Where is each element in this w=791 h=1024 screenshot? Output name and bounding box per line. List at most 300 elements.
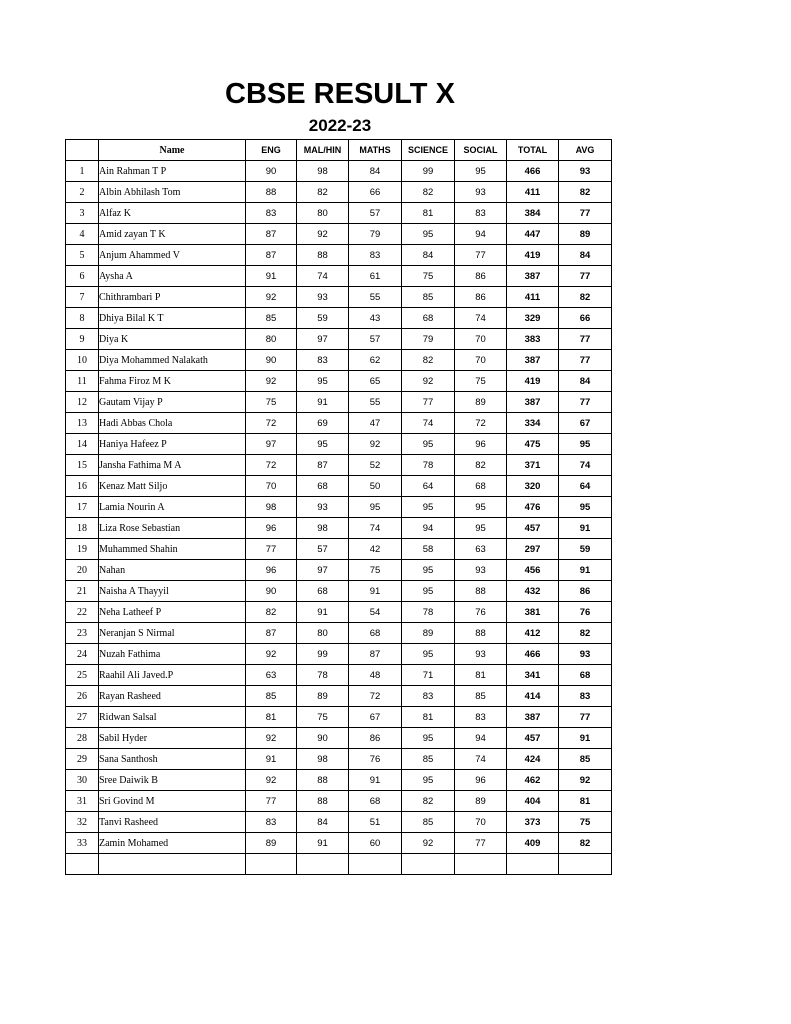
eng-cell: 92: [246, 770, 297, 791]
maths-cell: 83: [349, 245, 402, 266]
science-cell: 92: [402, 833, 455, 854]
eng-cell: 82: [246, 602, 297, 623]
table-row: [66, 350, 612, 371]
mal-hin-cell: 69: [297, 413, 349, 434]
social-cell: 70: [455, 350, 507, 371]
table-row: [66, 371, 612, 392]
total-cell: 432: [507, 581, 559, 602]
avg-cell: 77: [559, 266, 612, 287]
table-row: [66, 245, 612, 266]
mal-hin-cell: 87: [297, 455, 349, 476]
science-cell: 58: [402, 539, 455, 560]
total-cell: 329: [507, 308, 559, 329]
avg-cell: 93: [559, 644, 612, 665]
eng-cell: 92: [246, 287, 297, 308]
social-cell: 88: [455, 581, 507, 602]
science-cell: 75: [402, 266, 455, 287]
header-avg: AVG: [559, 140, 612, 161]
avg-cell: 86: [559, 581, 612, 602]
table-row: [66, 623, 612, 644]
science-cell: 74: [402, 413, 455, 434]
header-science: SCIENCE: [402, 140, 455, 161]
header-mal-hin: MAL/HIN: [297, 140, 349, 161]
science-cell: 68: [402, 308, 455, 329]
student-name-cell: Jansha Fathima M A: [99, 455, 246, 476]
student-name-cell: Albin Abhilash Tom: [99, 182, 246, 203]
eng-cell: 96: [246, 518, 297, 539]
avg-cell: 68: [559, 665, 612, 686]
serial-cell: 7: [66, 287, 99, 308]
social-cell: 96: [455, 434, 507, 455]
total-cell: 466: [507, 644, 559, 665]
avg-cell: 75: [559, 812, 612, 833]
science-cell: 95: [402, 581, 455, 602]
serial-cell: 33: [66, 833, 99, 854]
total-cell: 371: [507, 455, 559, 476]
results-body: [66, 161, 612, 875]
avg-cell: 85: [559, 749, 612, 770]
total-cell: 404: [507, 791, 559, 812]
total-cell: 387: [507, 350, 559, 371]
mal-hin-cell: 80: [297, 203, 349, 224]
maths-cell: 55: [349, 392, 402, 413]
social-cell: 86: [455, 266, 507, 287]
student-name-cell: Aysha A: [99, 266, 246, 287]
avg-cell: 66: [559, 308, 612, 329]
table-row: [66, 812, 612, 833]
science-cell: 78: [402, 455, 455, 476]
avg-cell: 81: [559, 791, 612, 812]
mal-hin-cell: 59: [297, 308, 349, 329]
maths-cell: 68: [349, 791, 402, 812]
student-name-cell: Rayan Rasheed: [99, 686, 246, 707]
total-cell: 462: [507, 770, 559, 791]
social-cell: 94: [455, 224, 507, 245]
total-cell: 373: [507, 812, 559, 833]
total-cell: 419: [507, 371, 559, 392]
serial-cell: 11: [66, 371, 99, 392]
avg-cell: 77: [559, 392, 612, 413]
maths-cell: 65: [349, 371, 402, 392]
science-cell: 94: [402, 518, 455, 539]
social-cell: 72: [455, 413, 507, 434]
mal-hin-cell: 91: [297, 602, 349, 623]
social-cell: 70: [455, 329, 507, 350]
mal-hin-cell: 80: [297, 623, 349, 644]
science-cell: 89: [402, 623, 455, 644]
maths-cell: 68: [349, 623, 402, 644]
empty-cell: [297, 854, 349, 875]
empty-cell: [66, 854, 99, 875]
header-eng: ENG: [246, 140, 297, 161]
serial-cell: 29: [66, 749, 99, 770]
maths-cell: 79: [349, 224, 402, 245]
social-cell: 74: [455, 749, 507, 770]
serial-cell: 28: [66, 728, 99, 749]
maths-cell: 55: [349, 287, 402, 308]
maths-cell: 48: [349, 665, 402, 686]
serial-cell: 6: [66, 266, 99, 287]
mal-hin-cell: 90: [297, 728, 349, 749]
social-cell: 88: [455, 623, 507, 644]
student-name-cell: Ridwan Salsal: [99, 707, 246, 728]
mal-hin-cell: 68: [297, 476, 349, 497]
total-cell: 457: [507, 728, 559, 749]
avg-cell: 83: [559, 686, 612, 707]
document-title: CBSE RESULT X: [225, 78, 455, 110]
eng-cell: 91: [246, 266, 297, 287]
avg-cell: 82: [559, 182, 612, 203]
student-name-cell: Anjum Ahammed V: [99, 245, 246, 266]
total-cell: 456: [507, 560, 559, 581]
table-row: [66, 791, 612, 812]
avg-cell: 76: [559, 602, 612, 623]
header-maths: MATHS: [349, 140, 402, 161]
avg-cell: 91: [559, 728, 612, 749]
student-name-cell: Neha Latheef P: [99, 602, 246, 623]
mal-hin-cell: 78: [297, 665, 349, 686]
eng-cell: 77: [246, 791, 297, 812]
social-cell: 81: [455, 665, 507, 686]
eng-cell: 81: [246, 707, 297, 728]
science-cell: 81: [402, 707, 455, 728]
student-name-cell: Dhiya Bilal K T: [99, 308, 246, 329]
social-cell: 76: [455, 602, 507, 623]
eng-cell: 72: [246, 455, 297, 476]
avg-cell: 82: [559, 623, 612, 644]
avg-cell: 77: [559, 707, 612, 728]
serial-cell: 2: [66, 182, 99, 203]
avg-cell: 59: [559, 539, 612, 560]
mal-hin-cell: 98: [297, 749, 349, 770]
table-row: [66, 329, 612, 350]
header-total: TOTAL: [507, 140, 559, 161]
mal-hin-cell: 95: [297, 434, 349, 455]
eng-cell: 90: [246, 350, 297, 371]
student-name-cell: Lamia Nourin A: [99, 497, 246, 518]
empty-cell: [559, 854, 612, 875]
total-cell: 387: [507, 392, 559, 413]
student-name-cell: Amid zayan T K: [99, 224, 246, 245]
social-cell: 93: [455, 560, 507, 581]
avg-cell: 77: [559, 329, 612, 350]
social-cell: 93: [455, 182, 507, 203]
social-cell: 86: [455, 287, 507, 308]
academic-year: 2022-23: [308, 116, 372, 135]
science-cell: 82: [402, 791, 455, 812]
avg-cell: 95: [559, 497, 612, 518]
maths-cell: 84: [349, 161, 402, 182]
maths-cell: 62: [349, 350, 402, 371]
science-cell: 79: [402, 329, 455, 350]
mal-hin-cell: 88: [297, 770, 349, 791]
eng-cell: 96: [246, 560, 297, 581]
eng-cell: 92: [246, 371, 297, 392]
total-cell: 411: [507, 287, 559, 308]
table-row: [66, 455, 612, 476]
science-cell: 85: [402, 749, 455, 770]
table-row: [66, 161, 612, 182]
serial-cell: 24: [66, 644, 99, 665]
serial-cell: 30: [66, 770, 99, 791]
maths-cell: 95: [349, 497, 402, 518]
social-cell: 70: [455, 812, 507, 833]
science-cell: 78: [402, 602, 455, 623]
total-cell: 457: [507, 518, 559, 539]
maths-cell: 91: [349, 770, 402, 791]
maths-cell: 87: [349, 644, 402, 665]
eng-cell: 89: [246, 833, 297, 854]
science-cell: 82: [402, 182, 455, 203]
serial-cell: 9: [66, 329, 99, 350]
science-cell: 84: [402, 245, 455, 266]
empty-cell: [349, 854, 402, 875]
student-name-cell: Liza Rose Sebastian: [99, 518, 246, 539]
avg-cell: 77: [559, 350, 612, 371]
science-cell: 95: [402, 434, 455, 455]
table-row: [66, 224, 612, 245]
student-name-cell: Raahil Ali Javed.P: [99, 665, 246, 686]
serial-cell: 27: [66, 707, 99, 728]
avg-cell: 82: [559, 833, 612, 854]
avg-cell: 67: [559, 413, 612, 434]
social-cell: 96: [455, 770, 507, 791]
table-row: [66, 686, 612, 707]
mal-hin-cell: 88: [297, 791, 349, 812]
science-cell: 95: [402, 770, 455, 791]
serial-cell: 19: [66, 539, 99, 560]
header-social: SOCIAL: [455, 140, 507, 161]
avg-cell: 92: [559, 770, 612, 791]
table-row: [66, 182, 612, 203]
table-row: [66, 581, 612, 602]
maths-cell: 54: [349, 602, 402, 623]
serial-cell: 16: [66, 476, 99, 497]
eng-cell: 87: [246, 224, 297, 245]
serial-cell: 18: [66, 518, 99, 539]
maths-cell: 57: [349, 203, 402, 224]
student-name-cell: Sri Govind M: [99, 791, 246, 812]
student-name-cell: Tanvi Rasheed: [99, 812, 246, 833]
avg-cell: 84: [559, 245, 612, 266]
avg-cell: 77: [559, 203, 612, 224]
science-cell: 81: [402, 203, 455, 224]
total-cell: 341: [507, 665, 559, 686]
table-row: [66, 539, 612, 560]
student-name-cell: Neranjan S Nirmal: [99, 623, 246, 644]
student-name-cell: Hadi Abbas Chola: [99, 413, 246, 434]
mal-hin-cell: 93: [297, 497, 349, 518]
maths-cell: 61: [349, 266, 402, 287]
table-row: [66, 308, 612, 329]
serial-cell: 20: [66, 560, 99, 581]
student-name-cell: Sana Santhosh: [99, 749, 246, 770]
student-name-cell: Sabil Hyder: [99, 728, 246, 749]
maths-cell: 75: [349, 560, 402, 581]
total-cell: 383: [507, 329, 559, 350]
table-row: [66, 413, 612, 434]
eng-cell: 72: [246, 413, 297, 434]
mal-hin-cell: 98: [297, 161, 349, 182]
eng-cell: 77: [246, 539, 297, 560]
serial-cell: 4: [66, 224, 99, 245]
total-cell: 384: [507, 203, 559, 224]
mal-hin-cell: 68: [297, 581, 349, 602]
avg-cell: 91: [559, 518, 612, 539]
serial-cell: 10: [66, 350, 99, 371]
mal-hin-cell: 93: [297, 287, 349, 308]
student-name-cell: Diya K: [99, 329, 246, 350]
empty-cell: [507, 854, 559, 875]
table-row: [66, 665, 612, 686]
eng-cell: 97: [246, 434, 297, 455]
total-cell: 387: [507, 707, 559, 728]
mal-hin-cell: 83: [297, 350, 349, 371]
total-cell: 414: [507, 686, 559, 707]
student-name-cell: Zamin Mohamed: [99, 833, 246, 854]
science-cell: 85: [402, 812, 455, 833]
serial-cell: 3: [66, 203, 99, 224]
total-cell: 424: [507, 749, 559, 770]
mal-hin-cell: 88: [297, 245, 349, 266]
maths-cell: 91: [349, 581, 402, 602]
social-cell: 63: [455, 539, 507, 560]
science-cell: 95: [402, 644, 455, 665]
science-cell: 95: [402, 224, 455, 245]
social-cell: 89: [455, 392, 507, 413]
empty-row: [66, 854, 612, 875]
table-row: [66, 602, 612, 623]
total-cell: 409: [507, 833, 559, 854]
mal-hin-cell: 89: [297, 686, 349, 707]
science-cell: 92: [402, 371, 455, 392]
empty-cell: [99, 854, 246, 875]
table-row: [66, 392, 612, 413]
total-cell: 447: [507, 224, 559, 245]
serial-cell: 21: [66, 581, 99, 602]
serial-cell: 8: [66, 308, 99, 329]
maths-cell: 86: [349, 728, 402, 749]
maths-cell: 57: [349, 329, 402, 350]
serial-cell: 26: [66, 686, 99, 707]
serial-cell: 25: [66, 665, 99, 686]
science-cell: 95: [402, 728, 455, 749]
student-name-cell: Haniya Hafeez P: [99, 434, 246, 455]
table-row: [66, 203, 612, 224]
maths-cell: 51: [349, 812, 402, 833]
total-cell: 297: [507, 539, 559, 560]
mal-hin-cell: 97: [297, 560, 349, 581]
maths-cell: 92: [349, 434, 402, 455]
total-cell: 475: [507, 434, 559, 455]
maths-cell: 74: [349, 518, 402, 539]
science-cell: 71: [402, 665, 455, 686]
maths-cell: 76: [349, 749, 402, 770]
table-row: [66, 518, 612, 539]
science-cell: 95: [402, 497, 455, 518]
table-row: [66, 266, 612, 287]
social-cell: 77: [455, 245, 507, 266]
student-name-cell: Fahma Firoz M K: [99, 371, 246, 392]
maths-cell: 50: [349, 476, 402, 497]
social-cell: 89: [455, 791, 507, 812]
social-cell: 83: [455, 707, 507, 728]
student-name-cell: Nuzah Fathima: [99, 644, 246, 665]
mal-hin-cell: 99: [297, 644, 349, 665]
serial-cell: 32: [66, 812, 99, 833]
eng-cell: 92: [246, 644, 297, 665]
eng-cell: 63: [246, 665, 297, 686]
avg-cell: 95: [559, 434, 612, 455]
empty-cell: [402, 854, 455, 875]
total-cell: 381: [507, 602, 559, 623]
eng-cell: 90: [246, 161, 297, 182]
student-name-cell: Ain Rahman T P: [99, 161, 246, 182]
mal-hin-cell: 57: [297, 539, 349, 560]
mal-hin-cell: 92: [297, 224, 349, 245]
eng-cell: 88: [246, 182, 297, 203]
serial-cell: 14: [66, 434, 99, 455]
student-name-cell: Alfaz K: [99, 203, 246, 224]
social-cell: 85: [455, 686, 507, 707]
student-name-cell: Naisha A Thayyil: [99, 581, 246, 602]
avg-cell: 91: [559, 560, 612, 581]
mal-hin-cell: 91: [297, 833, 349, 854]
social-cell: 95: [455, 161, 507, 182]
avg-cell: 93: [559, 161, 612, 182]
header-row: [66, 140, 612, 161]
table-row: [66, 560, 612, 581]
serial-cell: 15: [66, 455, 99, 476]
avg-cell: 64: [559, 476, 612, 497]
serial-cell: 13: [66, 413, 99, 434]
mal-hin-cell: 97: [297, 329, 349, 350]
mal-hin-cell: 84: [297, 812, 349, 833]
header-serial: [66, 140, 99, 161]
serial-cell: 5: [66, 245, 99, 266]
eng-cell: 90: [246, 581, 297, 602]
total-cell: 476: [507, 497, 559, 518]
student-name-cell: Sree Daiwik B: [99, 770, 246, 791]
eng-cell: 98: [246, 497, 297, 518]
avg-cell: 84: [559, 371, 612, 392]
science-cell: 99: [402, 161, 455, 182]
science-cell: 64: [402, 476, 455, 497]
eng-cell: 75: [246, 392, 297, 413]
social-cell: 82: [455, 455, 507, 476]
maths-cell: 47: [349, 413, 402, 434]
total-cell: 419: [507, 245, 559, 266]
serial-cell: 23: [66, 623, 99, 644]
avg-cell: 74: [559, 455, 612, 476]
table-row: [66, 497, 612, 518]
science-cell: 82: [402, 350, 455, 371]
table-row: [66, 644, 612, 665]
social-cell: 75: [455, 371, 507, 392]
table-row: [66, 287, 612, 308]
table-row: [66, 434, 612, 455]
mal-hin-cell: 75: [297, 707, 349, 728]
total-cell: 411: [507, 182, 559, 203]
serial-cell: 22: [66, 602, 99, 623]
student-name-cell: Nahan: [99, 560, 246, 581]
maths-cell: 52: [349, 455, 402, 476]
student-name-cell: Muhammed Shahin: [99, 539, 246, 560]
maths-cell: 43: [349, 308, 402, 329]
empty-cell: [455, 854, 507, 875]
student-name-cell: Diya Mohammed Nalakath: [99, 350, 246, 371]
table-row: [66, 833, 612, 854]
